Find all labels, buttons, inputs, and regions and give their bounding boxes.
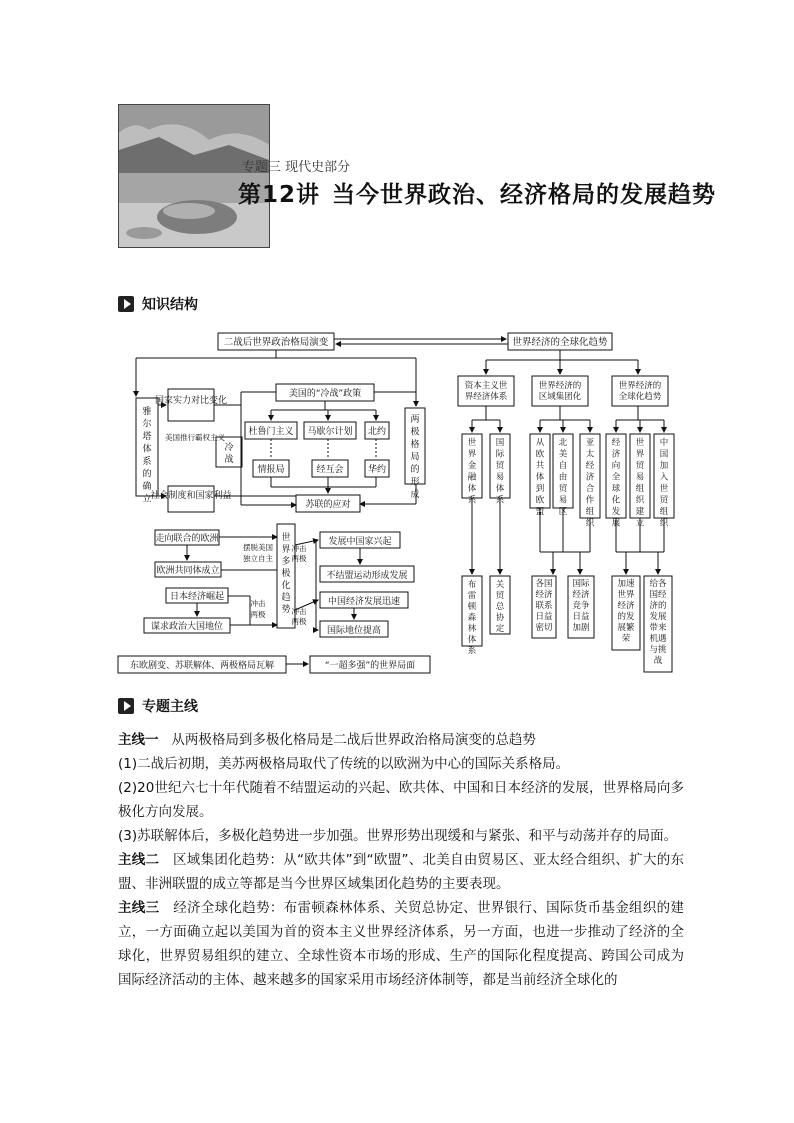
node-bretton-woods: 布雷顿森林体系 <box>467 580 477 656</box>
node-china-status: 国际地位提高 <box>326 626 382 636</box>
node-world-finance: 世界金融体系 <box>467 438 477 506</box>
node-nafta: 北美自由贸易区 <box>558 438 568 517</box>
line3-label: 主线三 <box>118 900 160 916</box>
node-impact-bipolar-1: 冲击两极 <box>291 544 307 563</box>
node-apec: 亚太经济合作组织 <box>585 438 595 529</box>
line3-text: 经济全球化趋势：布雷顿森林体系、关贸总协定、世界银行、国际货币基金组织的建立，一方面确立起以美国为首的资本主义世界经济体系，另一方面，也进一步推动了经济的全球化，世界贸易组织的建立、全球性资本市场的形成、生产的国际化程度提高、跨国公司成为国际经济活动的主体、越来越多的国家采用市场经济体制等，都是当前经济全球化的 <box>118 900 684 988</box>
node-regional-integration: 世界经济的区域集团化 <box>538 381 582 402</box>
node-cold-war-policy: 美国的“冷战”政策 <box>288 389 362 399</box>
lecture-title-text: 当今世界政治、经济格局的发展趋势 <box>332 182 717 208</box>
node-closer-ties: 各国经济联系日益密切 <box>535 579 553 633</box>
mainline-text <box>118 728 684 992</box>
node-cominform: 情报局 <box>257 465 285 475</box>
node-united-europe: 走向联合的欧洲 <box>155 534 219 544</box>
line2-text: 区域集团化趋势：从“欧共体”到“欧盟”、北美自由贸易区、亚太经合组织、扩大的东盟、非洲联盟的成立等都是当今世界区域集团化趋势的主要表现。 <box>118 852 684 892</box>
lecture-number: 第12讲 <box>238 182 321 208</box>
node-china-joins-wto: 中国加入世贸组织 <box>659 438 669 529</box>
chapter-kicker: 专题三 现代史部分 <box>242 160 351 175</box>
line1-title: 从两极格局到多极化格局是二战后世界政治格局演变的总趋势 <box>171 732 536 748</box>
section-mainline-label: 专题主线 <box>142 699 198 715</box>
play-triangle-icon <box>118 698 134 714</box>
node-postwar-politics: 二战后世界政治格局演变 <box>223 337 329 348</box>
node-opportunity-challenge: 给各国经济的发展带来机遇与挑战 <box>649 579 667 666</box>
node-japan-rise: 日本经济崛起 <box>169 592 225 602</box>
node-warsaw: 华约 <box>367 465 387 475</box>
node-nam: 不结盟运动形成发展 <box>326 571 408 581</box>
node-gatt: 关贸总协定 <box>495 580 505 634</box>
node-cold-war: 冷战 <box>224 443 234 465</box>
node-nato: 北约 <box>367 427 387 437</box>
node-us-hegemony: 美国推行霸权主义 <box>165 433 225 442</box>
node-truman: 杜鲁门主义 <box>248 427 294 437</box>
node-power-shift: 国家实力对比变化 <box>154 396 228 406</box>
node-econ-globalization: 世界经济的全球化趋势 <box>512 337 608 348</box>
node-impact-bipolar-2: 冲击两极 <box>250 599 266 619</box>
node-capitalist-system: 资本主义世界经济体系 <box>464 381 508 402</box>
node-one-super-many-powers: “一超多强”的世界局面 <box>324 661 416 671</box>
node-fiercer-competition: 国际经济竞争日益加剧 <box>572 579 590 633</box>
node-multipolar-trend: 世界多极化趋势 <box>281 533 291 615</box>
node-soviet-response: 苏联的应对 <box>305 500 351 510</box>
line1-point2: (2)20世纪六七十年代随着不结盟运动的兴起、欧共体、中国和日本经济的发展，世界格局向多极化方向发展。 <box>118 780 684 820</box>
node-impact-bipolar-3: 冲击两极 <box>291 607 307 626</box>
section-structure-label: 知识结构 <box>142 297 198 313</box>
node-bipolar-collapse: 东欧剧变、苏联解体、两极格局瓦解 <box>129 661 275 671</box>
node-econ-globalizing: 经济向全球化发展 <box>611 438 621 529</box>
node-japan-power: 谋求政治大国地位 <box>150 622 224 632</box>
line1-label: 主线一 <box>118 732 159 748</box>
line1-point1: (1)二战后初期，美苏两极格局取代了传统的以欧洲为中心的国际关系格局。 <box>118 756 570 772</box>
node-accelerate-growth: 加速世界经济的发展繁荣 <box>617 579 635 644</box>
line2-paragraph <box>118 848 684 896</box>
node-comecon: 经互会 <box>316 465 344 475</box>
section-mainline-heading <box>118 696 198 716</box>
node-china-econ: 中国经济发展迅速 <box>327 597 401 607</box>
node-wto-founded: 世界贸易组织建立 <box>635 438 645 529</box>
node-ec-to-eu: 从欧共体到欧盟 <box>535 438 545 517</box>
node-yalta-system: 雅尔塔体系的确立 <box>142 407 152 505</box>
node-globalization-trend: 世界经济的全球化趋势 <box>618 381 662 402</box>
node-marshall: 马歇尔计划 <box>307 427 353 437</box>
node-system-interest: 社会制度和国家利益 <box>150 491 232 501</box>
node-bipolar-formation: 两极格局的形成 <box>410 415 420 500</box>
line3-paragraph <box>118 896 684 992</box>
node-shake-off-us: 摆脱美国独立自主 <box>243 543 273 563</box>
line2-label: 主线二 <box>118 852 160 868</box>
line1-point3: (3)苏联解体后，多极化趋势进一步加强。世界形势出现缓和与紧张、和平与动荡并存的局面。 <box>118 828 678 844</box>
node-third-world: 发展中国家兴起 <box>328 537 392 547</box>
line1-heading <box>118 728 684 752</box>
node-ec: 欧洲共同体成立 <box>156 566 220 576</box>
node-intl-trade: 国际贸易体系 <box>495 438 505 506</box>
